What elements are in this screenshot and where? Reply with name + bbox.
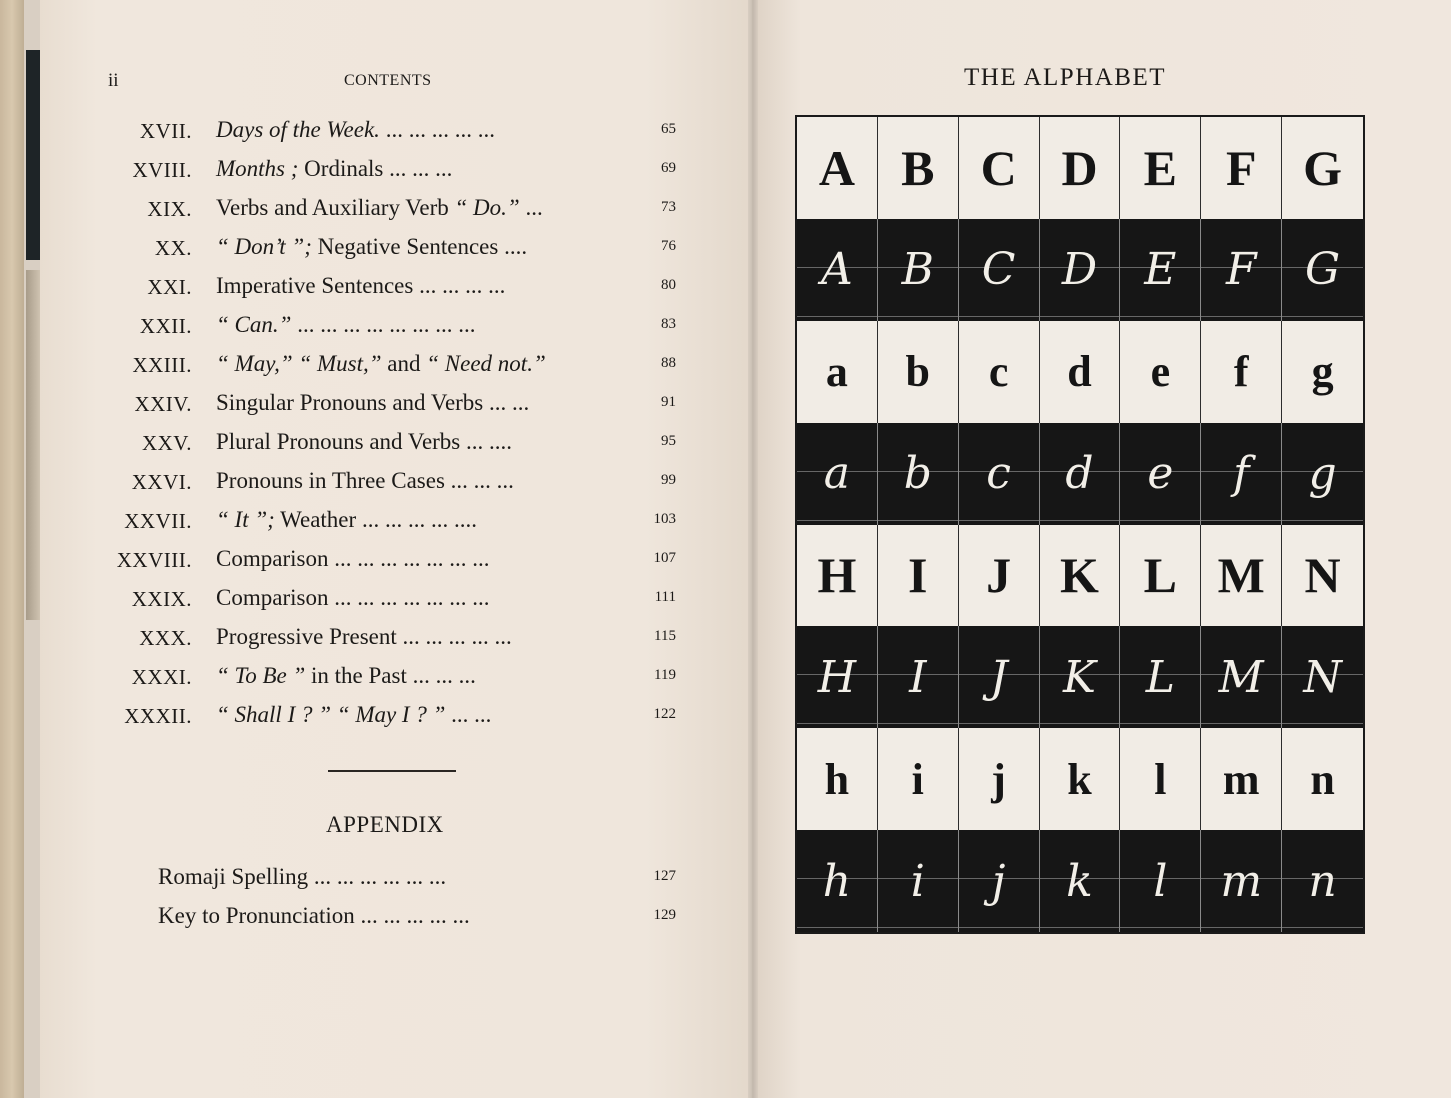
letter-cell-lower: d — [1040, 321, 1121, 423]
appendix-entry — [108, 857, 708, 896]
letter-cell-script: C — [959, 219, 1040, 321]
leader-dots: ... ... ... — [383, 156, 453, 181]
chapter-title: “ It ”; Weather ... ... ... ... .... — [216, 507, 477, 532]
page-reference: 76 — [661, 238, 676, 254]
letter-cell-lower: k — [1040, 728, 1121, 830]
letter-cell-upper: H — [797, 525, 878, 627]
chapter-title: Months ; Ordinals ... ... ... — [216, 156, 453, 181]
toc-entry — [108, 305, 708, 344]
chapter-number: XXVI. — [131, 470, 192, 494]
letter-cell-script: k — [1040, 830, 1121, 932]
toc-entry — [108, 500, 708, 539]
letter-cell-script: L — [1120, 626, 1201, 728]
chapter-number: XXX. — [139, 626, 192, 650]
page-reference: 88 — [661, 355, 676, 371]
running-head: CONTENTS — [344, 72, 432, 89]
chapter-title: Plural Pronouns and Verbs ... .... — [216, 429, 513, 454]
toc-entry — [108, 188, 708, 227]
letter-cell-lower: l — [1120, 728, 1201, 830]
letter-cell-script: a — [797, 423, 878, 525]
letter-cell-lower: b — [878, 321, 959, 423]
chapter-number: XXIV. — [134, 392, 192, 416]
chapter-title: “ Shall I ? ” “ May I ? ” ... ... — [216, 702, 492, 727]
toc-entry — [108, 539, 708, 578]
letter-cell-upper: C — [959, 117, 1040, 219]
leader-dots: ... ... — [483, 390, 530, 415]
page-reference: 83 — [661, 316, 676, 332]
page-reference: 65 — [661, 121, 676, 137]
leader-dots: ... ... ... — [406, 663, 476, 688]
letter-cell-script: m — [1201, 830, 1282, 932]
binding-edge — [26, 270, 40, 620]
leader-dots: ... — [519, 195, 543, 220]
letter-cell-script: l — [1120, 830, 1201, 932]
leader-dots: ... ... ... ... ... ... ... — [328, 546, 490, 571]
letter-cell-script: f — [1201, 423, 1282, 525]
chapter-number: XXXII. — [124, 704, 192, 728]
letter-cell-script: b — [878, 423, 959, 525]
letter-cell-lower: c — [959, 321, 1040, 423]
chapter-number: XXII. — [139, 314, 192, 338]
chapter-number: XXVIII. — [116, 548, 192, 572]
letter-cell-upper: E — [1120, 117, 1201, 219]
toc-entry — [108, 149, 708, 188]
leader-dots: ... ... ... ... ... — [396, 624, 512, 649]
toc-entry — [108, 422, 708, 461]
page-reference: 80 — [661, 277, 676, 293]
letter-cell-script: n — [1282, 830, 1363, 932]
letter-cell-lower: f — [1201, 321, 1282, 423]
alphabet-title: THE ALPHABET — [964, 64, 1167, 91]
chapter-number: XIX. — [147, 197, 192, 221]
page-reference: 73 — [661, 199, 676, 215]
letter-cell-script: D — [1040, 219, 1121, 321]
page-reference: 122 — [653, 706, 676, 722]
letter-cell-script: J — [959, 626, 1040, 728]
leader-dots: ... ... ... — [444, 468, 514, 493]
chapter-number: XXXI. — [131, 665, 192, 689]
letter-cell-upper: B — [878, 117, 959, 219]
letter-cell-script: E — [1120, 219, 1201, 321]
page-reference: 129 — [653, 907, 676, 923]
leader-dots: ... ... ... ... .... — [356, 507, 477, 532]
chapter-number: XXI. — [147, 275, 192, 299]
toc-entry — [108, 695, 708, 734]
leader-dots: ... ... ... ... ... ... ... ... — [291, 312, 476, 337]
letter-cell-script: A — [797, 219, 878, 321]
appendix-entry — [108, 896, 708, 935]
toc-entry — [108, 266, 708, 305]
toc-entry — [108, 461, 708, 500]
toc-entry — [108, 617, 708, 656]
letter-cell-upper: J — [959, 525, 1040, 627]
appendix-title: Key to Pronunciation ... ... ... ... ... — [158, 903, 470, 928]
chapter-number: XXIII. — [132, 353, 192, 377]
letter-cell-script: H — [797, 626, 878, 728]
letter-cell-script: e — [1120, 423, 1201, 525]
letter-cell-script: G — [1282, 219, 1363, 321]
letter-cell-lower: j — [959, 728, 1040, 830]
letter-cell-script: I — [878, 626, 959, 728]
letter-cell-script: M — [1201, 626, 1282, 728]
page-reference: 103 — [653, 511, 676, 527]
letter-cell-upper: G — [1282, 117, 1363, 219]
chapter-title: Progressive Present ... ... ... ... ... — [216, 624, 512, 649]
page-reference: 99 — [661, 472, 676, 488]
alphabet-chart — [795, 115, 1365, 934]
toc-entry — [108, 578, 708, 617]
chapter-title: “ Don’t ”; Negative Sentences .... — [216, 234, 528, 259]
letter-cell-lower: m — [1201, 728, 1282, 830]
toc-entry — [108, 383, 708, 422]
letter-cell-script: F — [1201, 219, 1282, 321]
letter-cell-lower: g — [1282, 321, 1363, 423]
page-reference: 111 — [654, 589, 676, 605]
letter-cell-lower: a — [797, 321, 878, 423]
letter-cell-script: j — [959, 830, 1040, 932]
chapter-title: “ Can.” ... ... ... ... ... ... ... ... — [216, 312, 476, 337]
chapter-number: XVIII. — [132, 158, 192, 182]
toc-entry — [108, 227, 708, 266]
chapter-title: “ May,” “ Must,” and “ Need not.” — [216, 351, 546, 376]
letter-cell-upper: A — [797, 117, 878, 219]
letter-cell-script: d — [1040, 423, 1121, 525]
chapter-title: Comparison ... ... ... ... ... ... ... — [216, 546, 490, 571]
chapter-number: XXIX. — [131, 587, 192, 611]
chapter-number: XX. — [154, 236, 192, 260]
letter-cell-lower: h — [797, 728, 878, 830]
chapter-title: “ To Be ” in the Past ... ... ... — [216, 663, 476, 688]
chapter-title: Imperative Sentences ... ... ... ... — [216, 273, 506, 298]
chapter-title: Singular Pronouns and Verbs ... ... — [216, 390, 530, 415]
book-binding — [0, 0, 24, 1098]
letter-cell-upper: K — [1040, 525, 1121, 627]
book-gutter — [748, 0, 758, 1098]
letter-cell-upper: D — [1040, 117, 1121, 219]
letter-cell-upper: I — [878, 525, 959, 627]
letter-cell-upper: F — [1201, 117, 1282, 219]
letter-cell-script: N — [1282, 626, 1363, 728]
chapter-title: Days of the Week. ... ... ... ... ... — [216, 117, 495, 142]
page-reference: 107 — [653, 550, 676, 566]
leader-dots: ... .... — [460, 429, 513, 454]
letter-cell-lower: e — [1120, 321, 1201, 423]
letter-cell-upper: L — [1120, 525, 1201, 627]
chapter-number: XXV. — [141, 431, 192, 455]
letter-cell-script: g — [1282, 423, 1363, 525]
section-divider — [328, 770, 456, 772]
chapter-title: Pronouns in Three Cases ... ... ... — [216, 468, 514, 493]
letter-cell-lower: i — [878, 728, 959, 830]
table-of-contents — [108, 110, 708, 734]
letter-cell-upper: M — [1201, 525, 1282, 627]
toc-entry — [108, 344, 708, 383]
leader-dots: ... ... ... ... ... ... ... — [328, 585, 490, 610]
page-number: ii — [108, 70, 119, 91]
letter-cell-script: c — [959, 423, 1040, 525]
leader-dots: ... ... ... ... — [413, 273, 506, 298]
page-reference: 115 — [654, 628, 676, 644]
page-reference: 119 — [654, 667, 676, 683]
page-reference: 91 — [661, 394, 676, 410]
leader-dots: .... — [498, 234, 528, 259]
toc-entry — [108, 110, 708, 149]
appendix-heading: APPENDIX — [326, 812, 444, 837]
chapter-number: XVII. — [139, 119, 192, 143]
binding-cloth — [26, 50, 40, 260]
page-reference: 69 — [661, 160, 676, 176]
letter-cell-lower: n — [1282, 728, 1363, 830]
letter-cell-script: B — [878, 219, 959, 321]
appendix-list — [108, 857, 708, 935]
letter-cell-upper: N — [1282, 525, 1363, 627]
letter-cell-script: K — [1040, 626, 1121, 728]
chapter-title: Verbs and Auxiliary Verb “ Do.” ... — [216, 195, 543, 220]
letter-cell-script: h — [797, 830, 878, 932]
toc-entry — [108, 656, 708, 695]
letter-cell-script: i — [878, 830, 959, 932]
chapter-number: XXVII. — [124, 509, 192, 533]
page-reference: 95 — [661, 433, 676, 449]
chapter-title: Comparison ... ... ... ... ... ... ... — [216, 585, 490, 610]
appendix-title: Romaji Spelling ... ... ... ... ... ... — [158, 864, 447, 889]
page-reference: 127 — [653, 868, 676, 884]
leader-dots: ... ... ... ... ... — [379, 117, 495, 142]
leader-dots: ... ... — [445, 702, 492, 727]
